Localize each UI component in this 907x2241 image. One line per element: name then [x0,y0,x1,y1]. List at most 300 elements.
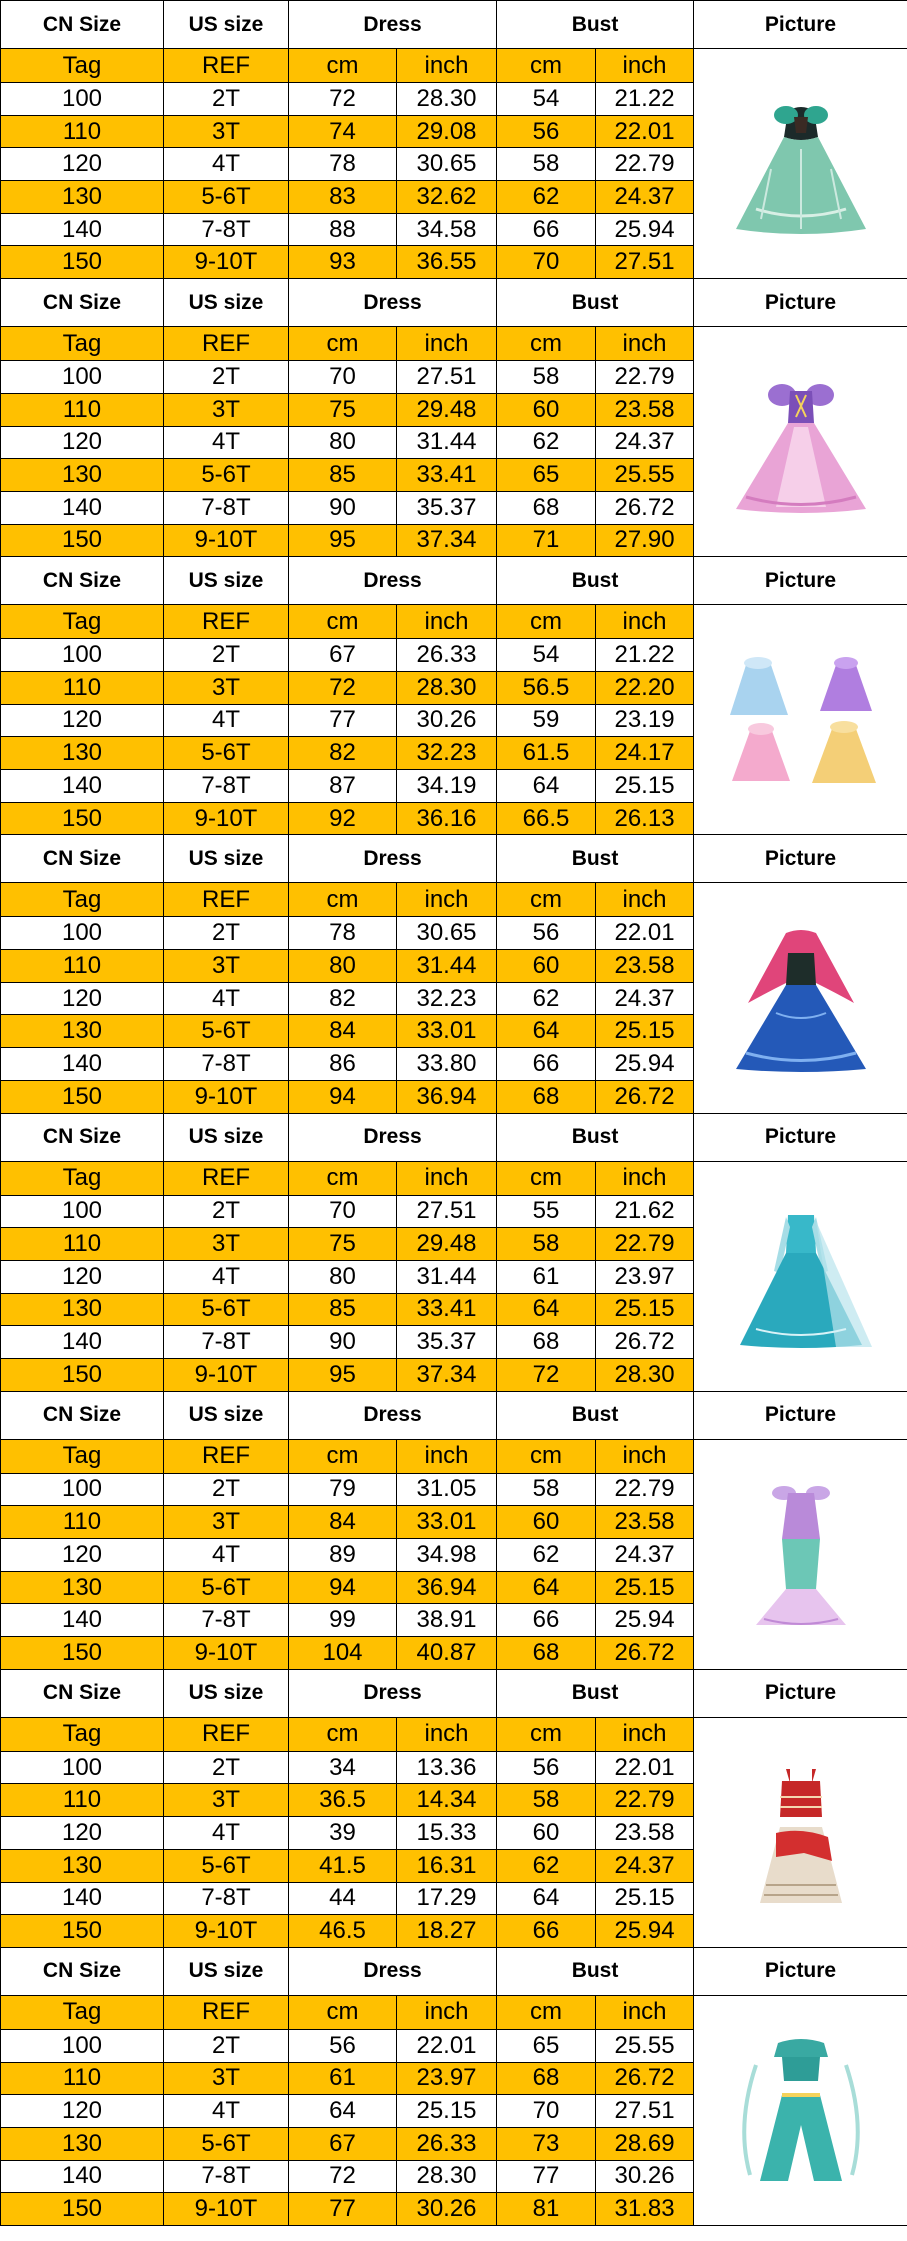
cn-size-cell: 110 [1,1784,164,1817]
bust-inch-label: inch [596,327,694,361]
bust-inch-label: inch [596,1717,694,1751]
bust-cm-cell: 70 [497,2095,596,2128]
bust-inch-cell: 25.94 [596,1604,694,1637]
cn-size-cell: 140 [1,1048,164,1081]
dress-inch-cell: 33.80 [397,1048,497,1081]
cn-size-cell: 150 [1,2193,164,2226]
tag-label: Tag [1,327,164,361]
us-size-cell: 3T [164,950,289,983]
us-size-cell: 3T [164,115,289,148]
dress-cm-cell: 85 [289,459,397,492]
bust-cm-label: cm [497,327,596,361]
dress-cm-cell: 93 [289,246,397,279]
bust-header: Bust [497,1113,694,1161]
dress-inch-label: inch [397,327,497,361]
picture-header: Picture [694,1113,907,1161]
bust-inch-cell: 23.19 [596,704,694,737]
cn-size-cell: 120 [1,1817,164,1850]
us-size-cell: 7-8T [164,1048,289,1081]
dress-inch-cell: 40.87 [397,1637,497,1670]
bust-header: Bust [497,1669,694,1717]
bust-inch-cell: 23.97 [596,1260,694,1293]
header-row [1,1113,907,1161]
unit-row [1,49,907,83]
picture-header: Picture [694,279,907,327]
cn-size-cell: 150 [1,1358,164,1391]
us-size-header: US size [164,835,289,883]
dress-inch-label: inch [397,1439,497,1473]
dress-cm-cell: 99 [289,1604,397,1637]
us-size-cell: 3T [164,2062,289,2095]
dress-inch-cell: 33.41 [397,459,497,492]
dress-picture [694,605,907,835]
bust-inch-label: inch [596,605,694,639]
dress-cm-cell: 78 [289,917,397,950]
dress-inch-cell: 31.44 [397,1260,497,1293]
four-princess-dresses-image [716,645,886,795]
dress-cm-cell: 82 [289,737,397,770]
dress-inch-cell: 36.16 [397,802,497,835]
unit-row [1,327,907,361]
dress-picture [694,883,907,1113]
cn-size-cell: 150 [1,1080,164,1113]
bust-inch-cell: 24.37 [596,1849,694,1882]
tag-label: Tag [1,1717,164,1751]
us-size-cell: 2T [164,2029,289,2062]
dress-cm-cell: 75 [289,393,397,426]
dress-cm-label: cm [289,49,397,83]
bust-cm-cell: 54 [497,639,596,672]
bust-inch-cell: 22.01 [596,917,694,950]
bust-inch-cell: 26.72 [596,2062,694,2095]
bust-inch-cell: 25.15 [596,1571,694,1604]
dress-inch-cell: 22.01 [397,2029,497,2062]
bust-inch-cell: 22.79 [596,361,694,394]
dress-cm-label: cm [289,605,397,639]
bust-inch-cell: 22.01 [596,1751,694,1784]
us-size-cell: 3T [164,1784,289,1817]
unit-row [1,1995,907,2029]
jasmine-teal-outfit-image [716,2035,886,2185]
dress-inch-cell: 28.30 [397,83,497,116]
bust-cm-label: cm [497,49,596,83]
us-size-cell: 5-6T [164,459,289,492]
cn-size-cell: 120 [1,148,164,181]
dress-header: Dress [289,557,497,605]
dress-inch-cell: 18.27 [397,1915,497,1948]
bust-inch-cell: 25.94 [596,213,694,246]
dress-cm-cell: 36.5 [289,1784,397,1817]
picture-header: Picture [694,557,907,605]
us-size-cell: 9-10T [164,524,289,557]
dress-cm-cell: 67 [289,2127,397,2160]
us-size-cell: 3T [164,1506,289,1539]
dress-cm-cell: 72 [289,671,397,704]
bust-cm-cell: 60 [497,950,596,983]
rapunzel-purple-pink-dress-image [716,367,886,517]
bust-inch-cell: 24.17 [596,737,694,770]
dress-inch-cell: 34.19 [397,770,497,803]
cn-size-cell: 120 [1,2095,164,2128]
dress-picture [694,1717,907,1947]
dress-inch-cell: 28.30 [397,671,497,704]
dress-inch-cell: 35.37 [397,1326,497,1359]
bust-inch-cell: 26.72 [596,1326,694,1359]
bust-header: Bust [497,835,694,883]
dress-cm-cell: 77 [289,704,397,737]
cn-size-cell: 120 [1,982,164,1015]
bust-inch-label: inch [596,1439,694,1473]
bust-header: Bust [497,1,694,49]
dress-inch-cell: 36.94 [397,1571,497,1604]
cn-size-cell: 140 [1,1882,164,1915]
cn-size-cell: 140 [1,491,164,524]
bust-header: Bust [497,279,694,327]
bust-cm-cell: 60 [497,1817,596,1850]
dress-inch-cell: 33.41 [397,1293,497,1326]
us-size-cell: 7-8T [164,213,289,246]
dress-cm-cell: 86 [289,1048,397,1081]
dress-cm-cell: 67 [289,639,397,672]
cn-size-cell: 140 [1,213,164,246]
dress-cm-cell: 80 [289,950,397,983]
bust-inch-cell: 22.79 [596,1473,694,1506]
picture-header: Picture [694,835,907,883]
tag-label: Tag [1,605,164,639]
bust-inch-cell: 24.37 [596,181,694,214]
dress-cm-cell: 84 [289,1015,397,1048]
dress-inch-cell: 30.65 [397,917,497,950]
header-row [1,835,907,883]
header-row [1,279,907,327]
bust-header: Bust [497,1391,694,1439]
bust-inch-cell: 25.55 [596,2029,694,2062]
moana-red-outfit-image [716,1757,886,1907]
bust-inch-cell: 31.83 [596,2193,694,2226]
bust-cm-cell: 68 [497,1080,596,1113]
cn-size-cell: 110 [1,950,164,983]
header-row [1,1669,907,1717]
dress-inch-cell: 26.33 [397,2127,497,2160]
header-row [1,1,907,49]
dress-cm-cell: 78 [289,148,397,181]
cn-size-cell: 110 [1,1506,164,1539]
dress-cm-cell: 90 [289,1326,397,1359]
bust-cm-cell: 66 [497,1048,596,1081]
dress-inch-cell: 36.55 [397,246,497,279]
dress-inch-cell: 33.01 [397,1015,497,1048]
bust-cm-cell: 58 [497,1473,596,1506]
bust-inch-cell: 25.94 [596,1048,694,1081]
bust-cm-cell: 66 [497,1604,596,1637]
cn-size-cell: 120 [1,1539,164,1572]
bust-cm-cell: 68 [497,1326,596,1359]
unit-row [1,1717,907,1751]
us-size-cell: 2T [164,1473,289,1506]
cn-size-cell: 150 [1,1637,164,1670]
dress-cm-cell: 95 [289,1358,397,1391]
bust-cm-cell: 66 [497,213,596,246]
us-size-cell: 3T [164,393,289,426]
us-size-cell: 2T [164,361,289,394]
bust-cm-cell: 61.5 [497,737,596,770]
bust-cm-cell: 64 [497,1015,596,1048]
dress-cm-cell: 84 [289,1506,397,1539]
us-size-header: US size [164,1947,289,1995]
bust-cm-cell: 62 [497,1849,596,1882]
dress-cm-cell: 61 [289,2062,397,2095]
bust-inch-cell: 23.58 [596,950,694,983]
us-size-cell: 7-8T [164,770,289,803]
us-size-cell: 7-8T [164,1326,289,1359]
ref-label: REF [164,1161,289,1195]
dress-inch-cell: 14.34 [397,1784,497,1817]
bust-cm-cell: 56 [497,917,596,950]
us-size-cell: 9-10T [164,1915,289,1948]
cn-size-cell: 120 [1,1260,164,1293]
bust-inch-cell: 24.37 [596,426,694,459]
bust-inch-cell: 22.79 [596,148,694,181]
dress-cm-cell: 88 [289,213,397,246]
bust-cm-cell: 62 [497,1539,596,1572]
cn-size-cell: 100 [1,1751,164,1784]
bust-cm-cell: 64 [497,1571,596,1604]
dress-inch-cell: 28.30 [397,2160,497,2193]
dress-inch-cell: 37.34 [397,1358,497,1391]
bust-cm-cell: 66.5 [497,802,596,835]
bust-inch-cell: 27.90 [596,524,694,557]
dress-cm-cell: 80 [289,1260,397,1293]
dress-inch-cell: 25.15 [397,2095,497,2128]
bust-cm-cell: 58 [497,1784,596,1817]
us-size-cell: 7-8T [164,2160,289,2193]
cn-size-cell: 100 [1,2029,164,2062]
dress-cm-cell: 72 [289,83,397,116]
bust-cm-cell: 64 [497,770,596,803]
cn-size-cell: 150 [1,802,164,835]
cn-size-header: CN Size [1,1391,164,1439]
dress-cm-cell: 85 [289,1293,397,1326]
dress-picture [694,49,907,279]
bust-cm-cell: 64 [497,1882,596,1915]
dress-cm-label: cm [289,1717,397,1751]
dress-inch-cell: 27.51 [397,1195,497,1228]
dress-cm-cell: 46.5 [289,1915,397,1948]
bust-cm-cell: 68 [497,491,596,524]
us-size-cell: 4T [164,148,289,181]
us-size-cell: 4T [164,426,289,459]
bust-cm-cell: 71 [497,524,596,557]
bust-cm-cell: 77 [497,2160,596,2193]
cn-size-cell: 110 [1,393,164,426]
us-size-cell: 5-6T [164,1849,289,1882]
bust-inch-cell: 30.26 [596,2160,694,2193]
dress-inch-cell: 23.97 [397,2062,497,2095]
bust-inch-cell: 25.94 [596,1915,694,1948]
ref-label: REF [164,49,289,83]
us-size-cell: 2T [164,1751,289,1784]
dress-cm-cell: 90 [289,491,397,524]
dress-inch-cell: 32.23 [397,982,497,1015]
dress-inch-cell: 34.98 [397,1539,497,1572]
dress-inch-label: inch [397,1717,497,1751]
us-size-cell: 4T [164,1817,289,1850]
unit-row [1,883,907,917]
us-size-cell: 5-6T [164,2127,289,2160]
dress-inch-cell: 31.05 [397,1473,497,1506]
bust-cm-cell: 58 [497,1228,596,1261]
cn-size-cell: 140 [1,1604,164,1637]
us-size-cell: 2T [164,639,289,672]
dress-inch-label: inch [397,1161,497,1195]
bust-inch-label: inch [596,1995,694,2029]
us-size-cell: 9-10T [164,1358,289,1391]
us-size-cell: 7-8T [164,1604,289,1637]
bust-inch-cell: 25.15 [596,1882,694,1915]
picture-header: Picture [694,1669,907,1717]
tag-label: Tag [1,1439,164,1473]
us-size-cell: 9-10T [164,2193,289,2226]
bust-cm-cell: 58 [497,361,596,394]
dress-cm-cell: 70 [289,1195,397,1228]
bust-inch-cell: 26.72 [596,1637,694,1670]
dress-cm-cell: 104 [289,1637,397,1670]
bust-cm-cell: 81 [497,2193,596,2226]
cn-size-cell: 100 [1,83,164,116]
dress-cm-cell: 77 [289,2193,397,2226]
cn-size-cell: 110 [1,1228,164,1261]
cn-size-cell: 150 [1,1915,164,1948]
bust-cm-cell: 73 [497,2127,596,2160]
cn-size-cell: 100 [1,917,164,950]
dress-cm-cell: 56 [289,2029,397,2062]
cn-size-cell: 150 [1,524,164,557]
unit-row [1,605,907,639]
dress-inch-cell: 38.91 [397,1604,497,1637]
us-size-header: US size [164,557,289,605]
bust-cm-cell: 58 [497,148,596,181]
bust-inch-cell: 28.69 [596,2127,694,2160]
dress-cm-cell: 92 [289,802,397,835]
bust-cm-label: cm [497,1161,596,1195]
bust-cm-cell: 64 [497,1293,596,1326]
us-size-cell: 7-8T [164,1882,289,1915]
dress-inch-cell: 30.26 [397,704,497,737]
dress-inch-label: inch [397,49,497,83]
bust-inch-cell: 21.62 [596,1195,694,1228]
dress-header: Dress [289,279,497,327]
dress-inch-cell: 31.44 [397,426,497,459]
bust-cm-cell: 55 [497,1195,596,1228]
cn-size-header: CN Size [1,279,164,327]
dress-picture [694,327,907,557]
unit-row [1,1161,907,1195]
bust-inch-cell: 27.51 [596,246,694,279]
us-size-cell: 5-6T [164,737,289,770]
bust-inch-cell: 23.58 [596,1817,694,1850]
dress-cm-cell: 89 [289,1539,397,1572]
bust-inch-cell: 28.30 [596,1358,694,1391]
cn-size-cell: 130 [1,2127,164,2160]
dress-inch-label: inch [397,883,497,917]
dress-inch-cell: 37.34 [397,524,497,557]
us-size-header: US size [164,1113,289,1161]
header-row [1,1391,907,1439]
bust-cm-cell: 62 [497,426,596,459]
bust-inch-cell: 22.01 [596,115,694,148]
dress-cm-label: cm [289,1439,397,1473]
dress-cm-cell: 75 [289,1228,397,1261]
cn-size-header: CN Size [1,1947,164,1995]
dress-cm-label: cm [289,327,397,361]
us-size-header: US size [164,1,289,49]
dress-inch-cell: 13.36 [397,1751,497,1784]
dress-inch-cell: 16.31 [397,1849,497,1882]
tag-label: Tag [1,883,164,917]
cn-size-header: CN Size [1,557,164,605]
dress-inch-cell: 30.65 [397,148,497,181]
ref-label: REF [164,1995,289,2029]
bust-cm-cell: 62 [497,181,596,214]
cn-size-header: CN Size [1,835,164,883]
dress-inch-cell: 30.26 [397,2193,497,2226]
us-size-header: US size [164,1669,289,1717]
bust-inch-cell: 21.22 [596,639,694,672]
us-size-cell: 9-10T [164,802,289,835]
dress-inch-cell: 32.23 [397,737,497,770]
dress-inch-cell: 32.62 [397,181,497,214]
us-size-cell: 3T [164,671,289,704]
dress-cm-cell: 83 [289,181,397,214]
ref-label: REF [164,605,289,639]
elsa-turquoise-dress-image [716,1201,886,1351]
bust-cm-label: cm [497,1717,596,1751]
bust-cm-cell: 56 [497,115,596,148]
cn-size-cell: 140 [1,770,164,803]
dress-inch-cell: 17.29 [397,1882,497,1915]
us-size-cell: 3T [164,1228,289,1261]
us-size-cell: 4T [164,982,289,1015]
us-size-cell: 4T [164,2095,289,2128]
bust-inch-cell: 27.51 [596,2095,694,2128]
cn-size-cell: 140 [1,2160,164,2193]
dress-inch-cell: 27.51 [397,361,497,394]
us-size-cell: 5-6T [164,181,289,214]
cn-size-header: CN Size [1,1,164,49]
dress-cm-label: cm [289,883,397,917]
dress-inch-label: inch [397,1995,497,2029]
cn-size-cell: 130 [1,1293,164,1326]
dress-inch-label: inch [397,605,497,639]
bust-cm-cell: 54 [497,83,596,116]
cn-size-cell: 130 [1,181,164,214]
cn-size-header: CN Size [1,1113,164,1161]
picture-header: Picture [694,1,907,49]
ref-label: REF [164,327,289,361]
us-size-cell: 2T [164,917,289,950]
bust-inch-cell: 25.15 [596,1015,694,1048]
dress-cm-cell: 41.5 [289,1849,397,1882]
us-size-cell: 4T [164,1539,289,1572]
picture-header: Picture [694,1391,907,1439]
dress-inch-cell: 33.01 [397,1506,497,1539]
header-row [1,1947,907,1995]
dress-header: Dress [289,1391,497,1439]
dress-cm-cell: 87 [289,770,397,803]
ref-label: REF [164,1439,289,1473]
bust-header: Bust [497,557,694,605]
dress-header: Dress [289,1669,497,1717]
